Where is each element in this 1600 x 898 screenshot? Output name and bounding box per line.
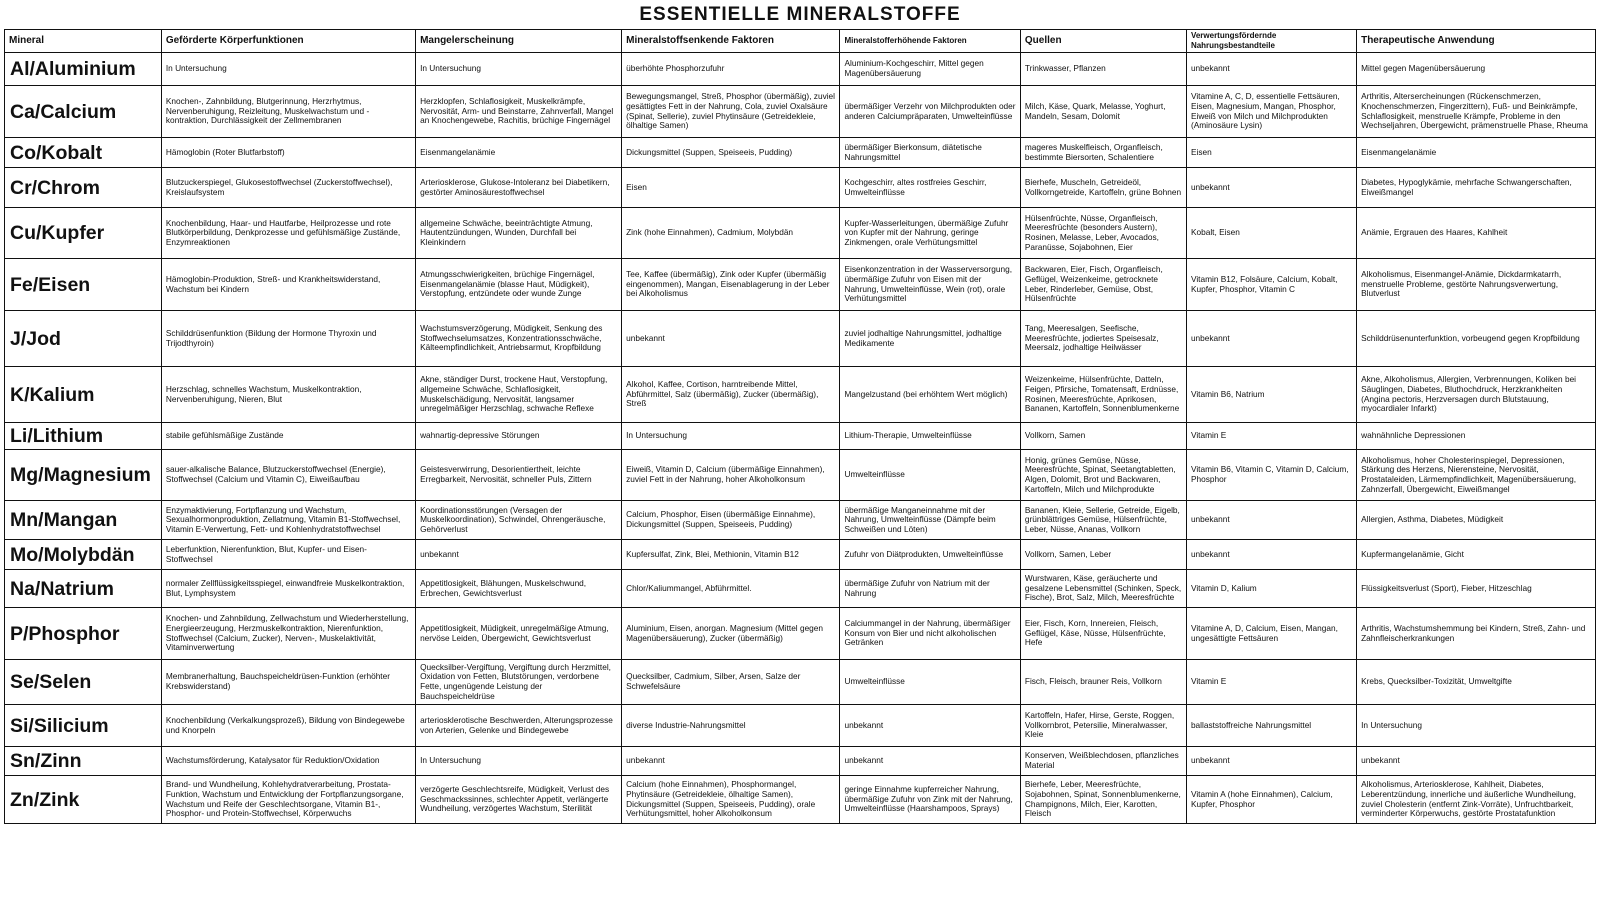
table-row — [5, 53, 1596, 86]
table-cell: allgemeine Schwäche, beeinträchtigte Atmung, Hautentzündungen, Wunden, Durchfall bei Kleinkindern — [416, 208, 622, 259]
table-cell: Eisenmangelanämie — [1357, 138, 1596, 168]
table-cell: Trinkwasser, Pflanzen — [1020, 53, 1186, 86]
mineral-name: K/Kalium — [5, 367, 162, 423]
table-cell: Vitamine A, C, D, essentielle Fettsäuren, Eisen, Magnesium, Mangan, Phosphor, Eiweiß von Milch und Milchprodukten (Aminosäure Lysin) — [1186, 86, 1356, 138]
table-row — [5, 705, 1596, 747]
table-cell: Vitamin A (hohe Einnahmen), Calcium, Kupfer, Phosphor — [1186, 776, 1356, 824]
table-cell: Alkoholismus, hoher Cholesterinspiegel, Depressionen, Stärkung des Herzens, Nierensteine, Nervosität, Prostataleiden, Lärmempfindlichkeit, Magenübersäuerung, Zahnzerfall, Übergewicht, Eiweißmangel — [1357, 450, 1596, 501]
mineral-name: Se/Selen — [5, 660, 162, 705]
table-row — [5, 311, 1596, 367]
table-cell: übermäßiger Bierkonsum, diätetische Nahrungsmittel — [840, 138, 1020, 168]
table-cell: Vitamin B6, Natrium — [1186, 367, 1356, 423]
table-cell: unbekannt — [1186, 501, 1356, 540]
table-cell: In Untersuchung — [416, 747, 622, 776]
table-cell: Bierhefe, Muscheln, Getreideöl, Vollkorngetreide, Kartoffeln, grüne Bohnen — [1020, 168, 1186, 208]
column-header: Geförderte Körperfunktionen — [161, 30, 415, 53]
table-cell: Alkoholismus, Arteriosklerose, Kahlheit, Diabetes, Leberentzündung, innerliche und äußerliche Wundheilung, zuviel Cholesterin (entfernt Zink-Vorräte), Unfruchtbarkeit, verminderter Körperwuchs, gestörte Prostatafunktion — [1357, 776, 1596, 824]
table-cell: diverse Industrie-Nahrungsmittel — [622, 705, 840, 747]
table-cell: Kochgeschirr, altes rostfreies Geschirr, Umwelteinflüsse — [840, 168, 1020, 208]
table-cell: Anämie, Ergrauen des Haares, Kahlheit — [1357, 208, 1596, 259]
table-row — [5, 747, 1596, 776]
table-cell: Koordinationsstörungen (Versagen der Muskelkoordination), Schwindel, Ohrengeräusche, Gehörverlust — [416, 501, 622, 540]
table-cell: Flüssigkeitsverlust (Sport), Fieber, Hitzeschlag — [1357, 570, 1596, 608]
table-cell: Lithium-Therapie, Umwelteinflüsse — [840, 423, 1020, 450]
table-cell: Arteriosklerose, Glukose-Intoleranz bei Diabetikern, gestörter Aminosäurestoffwechsel — [416, 168, 622, 208]
table-cell: Eisen — [622, 168, 840, 208]
table-row — [5, 660, 1596, 705]
table-cell: Aluminium, Eisen, anorgan. Magnesium (Mittel gegen Magenübersäuerung), Zucker (übermäßig) — [622, 608, 840, 660]
table-row — [5, 423, 1596, 450]
table-cell: sauer-alkalische Balance, Blutzuckerstoffwechsel (Energie), Stoffwechsel (Calcium und Vitamin C), Eiweißaufbau — [161, 450, 415, 501]
table-cell: Hülsenfrüchte, Nüsse, Organfleisch, Meeresfrüchte (besonders Austern), Rosinen, Melasse, Leber, Avocados, Paranüsse, Sojabohnen, Eier — [1020, 208, 1186, 259]
mineral-name: Li/Lithium — [5, 423, 162, 450]
mineral-name: Sn/Zinn — [5, 747, 162, 776]
mineral-name: Mo/Molybdän — [5, 540, 162, 570]
table-cell: geringe Einnahme kupferreicher Nahrung, übermäßige Zufuhr von Zink mit der Nahrung, Umwelteinflüsse (Haarshampoos, Sprays) — [840, 776, 1020, 824]
table-cell: Knochenbildung (Verkalkungsprozeß), Bildung von Bindegewebe und Knorpeln — [161, 705, 415, 747]
table-cell: unbekannt — [1186, 168, 1356, 208]
table-cell: Vollkorn, Samen — [1020, 423, 1186, 450]
table-cell: Bananen, Kleie, Sellerie, Getreide, Eigelb, grünblättriges Gemüse, Hülsenfrüchte, Leber, Nüsse, Ananas, Vollkorn — [1020, 501, 1186, 540]
table-cell: Knochenbildung, Haar- und Hautfarbe, Heilprozesse und rote Blutkörperbildung, Denkprozesse und gefühlsmäßige Zustände, Enzymreaktionen — [161, 208, 415, 259]
table-cell: Vollkorn, Samen, Leber — [1020, 540, 1186, 570]
mineral-name: Cr/Chrom — [5, 168, 162, 208]
table-cell: Honig, grünes Gemüse, Nüsse, Meeresfrüchte, Spinat, Seetangtabletten, Algen, Dolomit, Brot und Backwaren, Kartoffeln, Milch und Milchprodukte — [1020, 450, 1186, 501]
table-cell: Brand- und Wundheilung, Kohlehydratverarbeitung, Prostata-Funktion, Wachstum und Entwicklung der Fortpflanzungsorgane, Wachstum und Reife der Geschlechtsorgane, Vitamin B1-, Phosphor- und Protein-Stoffwechsel, Körperwuchs — [161, 776, 415, 824]
table-cell: ballaststoffreiche Nahrungsmittel — [1186, 705, 1356, 747]
mineral-name: Mg/Magnesium — [5, 450, 162, 501]
mineral-name: P/Phosphor — [5, 608, 162, 660]
mineral-name: Cu/Kupfer — [5, 208, 162, 259]
table-cell: Vitamin E — [1186, 660, 1356, 705]
table-cell: Arthritis, Wachstumshemmung bei Kindern, Streß, Zahn- und Zahnfleischerkrankungen — [1357, 608, 1596, 660]
mineral-name: Ca/Calcium — [5, 86, 162, 138]
table-cell: Wachstumsverzögerung, Müdigkeit, Senkung des Stoffwechselumsatzes, Konzentrationsschwäche, Kälteempfindlichkeit, Antriebsarmut, Kropfbildung — [416, 311, 622, 367]
table-cell: In Untersuchung — [1357, 705, 1596, 747]
table-cell: Krebs, Quecksilber-Toxizität, Umweltgifte — [1357, 660, 1596, 705]
table-cell: Kartoffeln, Hafer, Hirse, Gerste, Roggen, Vollkornbrot, Petersilie, Mineralwasser, Kleie — [1020, 705, 1186, 747]
table-row — [5, 540, 1596, 570]
table-cell: Hämoglobin-Produktion, Streß- und Krankheitswiderstand, Wachstum bei Kindern — [161, 259, 415, 311]
table-cell: Eier, Fisch, Korn, Innereien, Fleisch, Geflügel, Käse, Nüsse, Hülsenfrüchte, Hefe — [1020, 608, 1186, 660]
table-cell: Kupfermangelanämie, Gicht — [1357, 540, 1596, 570]
minerals-table — [4, 29, 1596, 824]
table-cell: Membranerhaltung, Bauchspeicheldrüsen-Funktion (erhöhter Krebswiderstand) — [161, 660, 415, 705]
table-cell: Alkoholismus, Eisenmangel-Anämie, Dickdarmkatarrh, menstruelle Probleme, gestörte Nahrungsverwertung, Blutverlust — [1357, 259, 1596, 311]
table-cell: Kupfer-Wasserleitungen, übermäßige Zufuhr von Kupfer mit der Nahrung, geringe Zinkmengen, orale Verhütungsmittel — [840, 208, 1020, 259]
table-cell: arteriosklerotische Beschwerden, Alterungsprozesse von Arterien, Gelenke und Bindegewebe — [416, 705, 622, 747]
table-row — [5, 168, 1596, 208]
table-cell: übermäßige Zufuhr von Natrium mit der Nahrung — [840, 570, 1020, 608]
table-cell: Quecksilber, Cadmium, Silber, Arsen, Salze der Schwefelsäure — [622, 660, 840, 705]
table-cell: Tee, Kaffee (übermäßig), Zink oder Kupfer (übermäßig eingenommen), Mangan, Eisenablagerung in der Leber bei Alkoholismus — [622, 259, 840, 311]
table-cell: Schilddrüsenunterfunktion, vorbeugend gegen Kropfbildung — [1357, 311, 1596, 367]
table-cell: Eisenkonzentration in der Wasserversorgung, übermäßige Zufuhr von Eisen mit der Nahrung, Umwelteinflüsse, Wein (rot), orale Verhütungsmittel — [840, 259, 1020, 311]
table-cell: Mangelzustand (bei erhöhtem Wert möglich) — [840, 367, 1020, 423]
table-cell: Herzklopfen, Schlaflosigkeit, Muskelkrämpfe, Nervosität, Arm- und Beinstarre, Zahnverfall, Mangel an Knochengewebe, Rachitis, brüchige Fingernägel — [416, 86, 622, 138]
table-cell: Blutzuckerspiegel, Glukosestoffwechsel (Zuckerstoffwechsel), Kreislaufsystem — [161, 168, 415, 208]
column-header: Mineralstoffsenkende Faktoren — [622, 30, 840, 53]
table-cell: Hämoglobin (Roter Blutfarbstoff) — [161, 138, 415, 168]
table-cell: Vitamine A, D, Calcium, Eisen, Mangan, ungesättigte Fettsäuren — [1186, 608, 1356, 660]
table-cell: Kupfersulfat, Zink, Blei, Methionin, Vitamin B12 — [622, 540, 840, 570]
table-cell: verzögerte Geschlechtsreife, Müdigkeit, Verlust des Geschmackssinnes, schlechter Appetit, verlängerte Wundheilung, verzögertes Wachstum, Sterilität — [416, 776, 622, 824]
table-cell: Calcium, Phosphor, Eisen (übermäßige Einnahme), Dickungsmittel (Suppen, Speiseeis, Pudding) — [622, 501, 840, 540]
table-cell: Vitamin B12, Folsäure, Calcium, Kobalt, Kupfer, Phosphor, Vitamin C — [1186, 259, 1356, 311]
table-cell: unbekannt — [622, 311, 840, 367]
column-header: Verwertungsfördernde Nahrungsbestandteile — [1186, 30, 1356, 53]
table-cell: Appetitlosigkeit, Blähungen, Muskelschwund, Erbrechen, Gewichtsverlust — [416, 570, 622, 608]
table-cell: Akne, ständiger Durst, trockene Haut, Verstopfung, allgemeine Schwäche, Schlaflosigkeit, Muskelschädigung, Nervosität, langsamer unregelmäßiger Herzschlag, schwache Reflexe — [416, 367, 622, 423]
table-cell: unbekannt — [1186, 747, 1356, 776]
table-cell: In Untersuchung — [622, 423, 840, 450]
table-cell: unbekannt — [1186, 540, 1356, 570]
table-cell: Aluminium-Kochgeschirr, Mittel gegen Magenübersäuerung — [840, 53, 1020, 86]
table-row — [5, 450, 1596, 501]
mineral-name: Co/Kobalt — [5, 138, 162, 168]
table-cell: Eisen — [1186, 138, 1356, 168]
table-row — [5, 208, 1596, 259]
table-cell: unbekannt — [1357, 747, 1596, 776]
table-row — [5, 776, 1596, 824]
table-cell: Enzymaktivierung, Fortpflanzung und Wachstum, Sexualhormonproduktion, Zellatmung, Vitamin B1-Stoffwechsel, Vitamin E-Verwertung, Fett- und Kohlenhydratstoffwechsel — [161, 501, 415, 540]
table-cell: wahnartig-depressive Störungen — [416, 423, 622, 450]
table-cell: Milch, Käse, Quark, Melasse, Yoghurt, Mandeln, Sesam, Dolomit — [1020, 86, 1186, 138]
table-cell: unbekannt — [416, 540, 622, 570]
table-cell: Schilddrüsenfunktion (Bildung der Hormone Thyroxin und Trijodthyroin) — [161, 311, 415, 367]
table-cell: überhöhte Phosphorzufuhr — [622, 53, 840, 86]
table-cell: Bewegungsmangel, Streß, Phosphor (übermäßig), zuviel gesättigtes Fett in der Nahrung, Cola, zuviel Oxalsäure (Spinat, Sellerie), zuviel Phytinsäure (Getreidekleie, ölhaltige Samen) — [622, 86, 840, 138]
column-header: Therapeutische Anwendung — [1357, 30, 1596, 53]
table-cell: Mittel gegen Magenübersäuerung — [1357, 53, 1596, 86]
table-header — [5, 30, 1596, 53]
table-cell: Knochen-, Zahnbildung, Blutgerinnung, Herzrhytmus, Nervenberuhigung, Reizleitung, Muskelwachstum und -kontraktion, Durchlässigkeit der Zellmembranen — [161, 86, 415, 138]
table-cell: In Untersuchung — [161, 53, 415, 86]
mineral-name: J/Jod — [5, 311, 162, 367]
mineral-name: Zn/Zink — [5, 776, 162, 824]
mineral-name: Mn/Mangan — [5, 501, 162, 540]
table-cell: Alkohol, Kaffee, Cortison, harntreibende Mittel, Abführmittel, Salz (übermäßig), Zucker (übermäßig), Streß — [622, 367, 840, 423]
table-cell: Wachstumsförderung, Katalysator für Reduktion/Oxidation — [161, 747, 415, 776]
table-cell: Vitamin B6, Vitamin C, Vitamin D, Calcium, Phosphor — [1186, 450, 1356, 501]
table-cell: Tang, Meeresalgen, Seefische, Meeresfrüchte, jodiertes Speisesalz, Meersalz, jodhaltige Heilwässer — [1020, 311, 1186, 367]
table-row — [5, 86, 1596, 138]
table-cell: Zufuhr von Diätprodukten, Umwelteinflüsse — [840, 540, 1020, 570]
table-cell: Eiweiß, Vitamin D, Calcium (übermäßige Einnahmen), zuviel Fett in der Nahrung, hoher Alkoholkonsum — [622, 450, 840, 501]
table-cell: Wurstwaren, Käse, geräucherte und gesalzene Lebensmittel (Schinken, Speck, Fische), Brot, Salz, Milch, Meeresfrüchte — [1020, 570, 1186, 608]
table-cell: wahnähnliche Depressionen — [1357, 423, 1596, 450]
table-cell: Vitamin E — [1186, 423, 1356, 450]
mineral-name: Al/Aluminium — [5, 53, 162, 86]
table-cell: zuviel jodhaltige Nahrungsmittel, jodhaltige Medikamente — [840, 311, 1020, 367]
table-cell: Backwaren, Eier, Fisch, Organfleisch, Geflügel, Weizenkeime, getrocknete Leber, Rinderleber, Gemüse, Obst, Hülsenfrüchte — [1020, 259, 1186, 311]
column-header: Mangelerscheinung — [416, 30, 622, 53]
table-cell: Akne, Alkoholismus, Allergien, Verbrennungen, Koliken bei Säuglingen, Diabetes, Bluthochdruck, Herzkrankheiten (Angina pectoris, Herzversagen durch Blutstauung, myocardialer Infarkt) — [1357, 367, 1596, 423]
table-cell: Umwelteinflüsse — [840, 660, 1020, 705]
table-cell: übermäßiger Verzehr von Milchprodukten oder anderen Calciumpräparaten, Umwelteinflüsse — [840, 86, 1020, 138]
table-cell: Vitamin D, Kalium — [1186, 570, 1356, 608]
table-cell: Dickungsmittel (Suppen, Speiseeis, Pudding) — [622, 138, 840, 168]
table-row — [5, 608, 1596, 660]
table-cell: Quecksilber-Vergiftung, Vergiftung durch Herzmittel, Oxidation von Fetten, Blutstörungen, verdorbene Fette, ungenügende Leistung der Bauchspeicheldrüse — [416, 660, 622, 705]
table-cell: Calcium (hohe Einnahmen), Phosphormangel, Phytinsäure (Getreidekleie, ölhaltige Samen), Dickungsmittel (Suppen, Speiseeis, Pudding), orale Verhütungsmittel, hoher Alkoholkonsum — [622, 776, 840, 824]
table-cell: Eisenmangelanämie — [416, 138, 622, 168]
table-cell: Appetitlosigkeit, Müdigkeit, unregelmäßige Atmung, nervöse Leiden, Übergewicht, Gewichtsverlust — [416, 608, 622, 660]
page-title: ESSENTIELLE MINERALSTOFFE — [639, 4, 961, 25]
table-cell: übermäßige Manganeinnahme mit der Nahrung, Umwelteinflüsse (Dämpfe beim Schweißen und Löten) — [840, 501, 1020, 540]
table-cell: Kobalt, Eisen — [1186, 208, 1356, 259]
table-cell: unbekannt — [1186, 53, 1356, 86]
table-row — [5, 570, 1596, 608]
table-cell: normaler Zellflüssigkeitsspiegel, einwandfreie Muskelkontraktion, Blut, Lymphsystem — [161, 570, 415, 608]
table-row — [5, 259, 1596, 311]
table-row — [5, 138, 1596, 168]
table-cell: Weizenkeime, Hülsenfrüchte, Datteln, Feigen, Pfirsiche, Tomatensaft, Erdnüsse, Rosinen, Meeresfrüchte, Aprikosen, Bananen, Kartoffeln, Sonnenblumenkerne — [1020, 367, 1186, 423]
column-header: Mineralstofferhöhende Faktoren — [840, 30, 1020, 53]
table-cell: Atmungsschwierigkeiten, brüchige Fingernägel, Eisenmangelanämie (blasse Haut, Müdigkeit), Verstopfung, entzündete oder wunde Zunge — [416, 259, 622, 311]
table-cell: unbekannt — [1186, 311, 1356, 367]
mineral-name: Si/Silicium — [5, 705, 162, 747]
table-cell: stabile gefühlsmäßige Zustände — [161, 423, 415, 450]
table-cell: unbekannt — [622, 747, 840, 776]
table-cell: Diabetes, Hypoglykämie, mehrfache Schwangerschaften, Eiweißmangel — [1357, 168, 1596, 208]
table-cell: unbekannt — [840, 747, 1020, 776]
table-cell: Arthritis, Altersercheinungen (Rückenschmerzen, Knochenschmerzen, Fingerzittern), Fuß- und Beinkrämpfe, Schlaflosigkeit, menstruelle Krämpfe, Probleme in den Wechseljahren, Übergewicht, prämenstruelle Phase, Rheuma — [1357, 86, 1596, 138]
table-cell: Allergien, Asthma, Diabetes, Müdigkeit — [1357, 501, 1596, 540]
table-cell: Umwelteinflüsse — [840, 450, 1020, 501]
table-cell: mageres Muskelfleisch, Organfleisch, bestimmte Biersorten, Schalentiere — [1020, 138, 1186, 168]
table-cell: In Untersuchung — [416, 53, 622, 86]
mineral-name: Fe/Eisen — [5, 259, 162, 311]
table-cell: Fisch, Fleisch, brauner Reis, Vollkorn — [1020, 660, 1186, 705]
table-cell: Calciummangel in der Nahrung, übermäßiger Konsum von Bier und nicht alkoholischen Getränken — [840, 608, 1020, 660]
mineral-name: Na/Natrium — [5, 570, 162, 608]
table-cell: unbekannt — [840, 705, 1020, 747]
table-cell: Zink (hohe Einnahmen), Cadmium, Molybdän — [622, 208, 840, 259]
table-cell: Geistesverwirrung, Desorientiertheit, leichte Erregbarkeit, Nervosität, schneller Puls, Zittern — [416, 450, 622, 501]
column-header: Mineral — [5, 30, 162, 53]
column-header: Quellen — [1020, 30, 1186, 53]
table-cell: Knochen- und Zahnbildung, Zellwachstum und Wiederherstellung, Energieerzeugung, Herzmuskelkontraktion, Nierenfunktion, Stoffwechsel (Calcium, Zucker), Nerven-, Muskelaktivität, Vitaminverwertung — [161, 608, 415, 660]
table-cell: Herzschlag, schnelles Wachstum, Muskelkontraktion, Nervenberuhigung, Nieren, Blut — [161, 367, 415, 423]
table-cell: Leberfunktion, Nierenfunktion, Blut, Kupfer- und Eisen-Stoffwechsel — [161, 540, 415, 570]
table-row — [5, 367, 1596, 423]
table-cell: Konserven, Weißblechdosen, pflanzliches Material — [1020, 747, 1186, 776]
table-row — [5, 501, 1596, 540]
table-cell: Bierhefe, Leber, Meeresfrüchte, Sojabohnen, Spinat, Sonnenblumenkerne, Champignons, Milch, Eier, Karotten, Fleisch — [1020, 776, 1186, 824]
table-cell: Chlor/Kaliummangel, Abführmittel. — [622, 570, 840, 608]
